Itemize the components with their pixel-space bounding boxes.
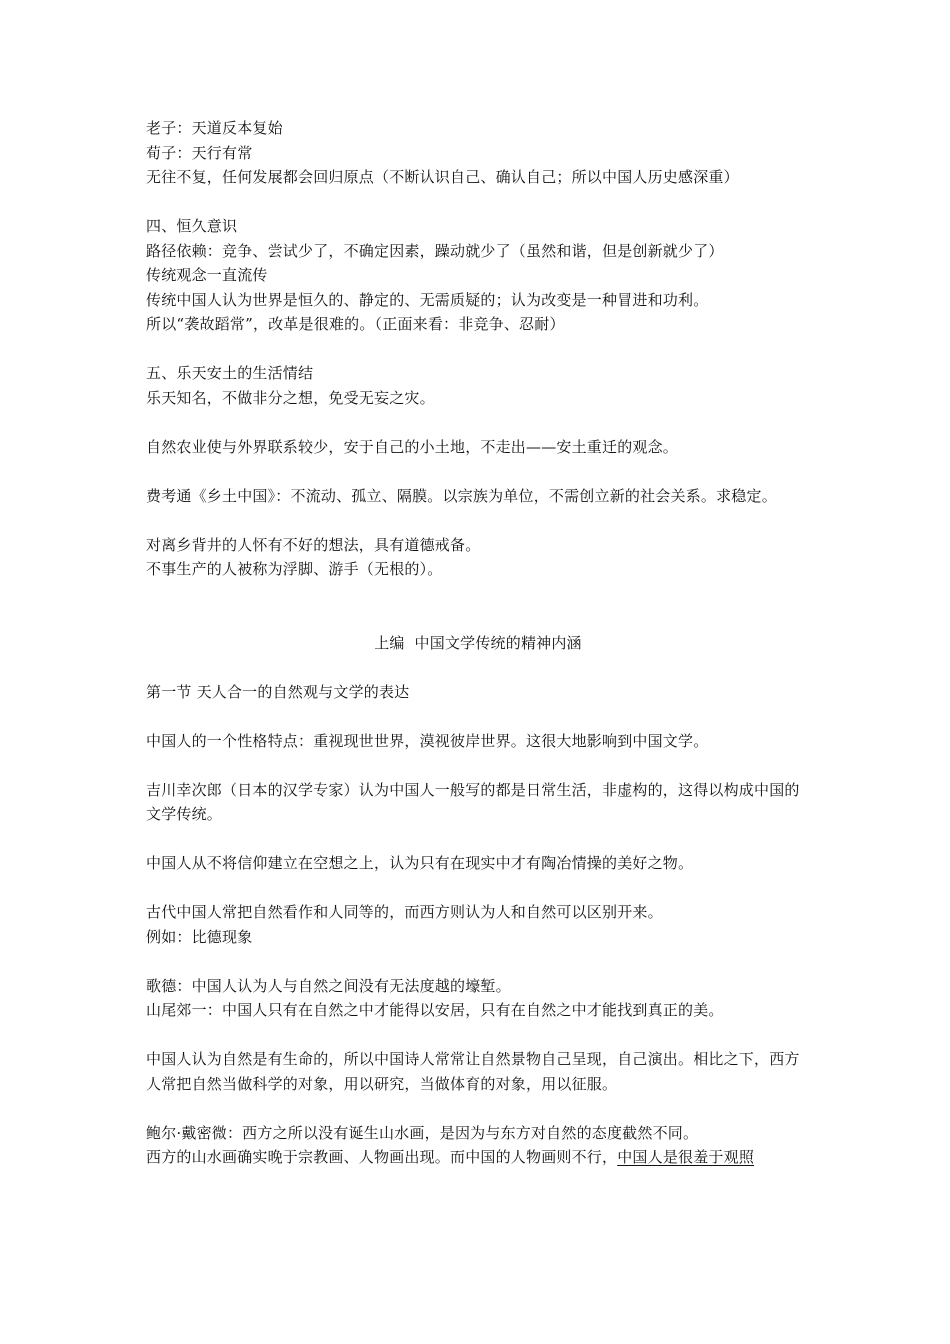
text-line: 歌德：中国人认为人与自然之间没有无法度越的壕堑。 xyxy=(146,976,511,995)
text-paragraph: 中国人认为自然是有生命的，所以中国诗人常常让自然景物自己呈现，自己演出。相比之下，西方人常把自然当做科学的对象，用以研究，当做体育的对象，用以征服。 xyxy=(146,1050,800,1093)
part-title: 上编 中国文学传统的精神内涵 xyxy=(374,633,582,652)
chapter-title: 第一节 天人合一的自然观与文学的表达 xyxy=(146,682,410,701)
text-line: 鲍尔·戴密微：西方之所以没有诞生山水画，是因为与东方对自然的态度截然不同。 xyxy=(146,1123,699,1142)
text-segment: 西方的山水画确实晚于宗教画、人物画出现。而中国的人物画则不行， xyxy=(146,1148,618,1166)
text-line: 不事生产的人被称为浮脚、游手（无根的）。 xyxy=(146,560,443,578)
text-paragraph: 费考通《乡土中国》：不流动、孤立、隔膜。以宗族为单位，不需创立新的社会关系。求稳定。 xyxy=(146,486,777,505)
text-line: 路径依赖：竞争、尝试少了，不确定因素，躁动就少了（虽然和谐，但是创新就少了） xyxy=(146,241,724,260)
text-line: 乐天知名，不做非分之想，免受无妄之灾。 xyxy=(146,388,435,407)
text-line-with-underline xyxy=(146,1145,810,1170)
text-line: 古代中国人常把自然看作和人同等的，而西方则认为人和自然可以区别开来。 xyxy=(146,903,663,921)
blank-line xyxy=(146,1023,810,1048)
text-line: 传统观念一直流传 xyxy=(146,266,268,284)
section-heading: 四、恒久意识 xyxy=(146,217,238,235)
blank-line xyxy=(146,655,810,680)
text-line: 中国人从不将信仰建立在空想之上，认为只有在现实中才有陶冶情操的美好之物。 xyxy=(146,854,694,872)
blank-line xyxy=(146,606,810,631)
blank-line xyxy=(146,190,810,215)
blank-line xyxy=(146,337,810,362)
blank-line xyxy=(146,949,810,974)
section-heading: 五、乐天安土的生活情结 xyxy=(146,364,314,382)
blank-line xyxy=(146,704,810,729)
text-line: 对离乡背井的人怀有不好的想法，具有道德戒备。 xyxy=(146,535,481,554)
blank-line xyxy=(146,827,810,852)
blank-line xyxy=(146,753,810,778)
text-line: 荀子：天行有常 xyxy=(146,143,253,162)
blank-line xyxy=(146,1096,810,1121)
text-line: 传统中国人认为世界是恒久的、静定的、无需质疑的；认为改变是一种冒进和功利。 xyxy=(146,290,709,309)
text-line: 无往不复，任何发展都会回归原点（不断认识自己、确认自己；所以中国人历史感深重） xyxy=(146,168,739,186)
blank-line xyxy=(146,876,810,901)
text-line: 老子：天道反本复始 xyxy=(146,119,283,137)
underlined-text: 中国人是很羞于观照 xyxy=(617,1148,755,1166)
text-line: 山尾郊一：中国人只有在自然之中才能得以安居，只有在自然之中才能找到真正的美。 xyxy=(146,1001,724,1019)
text-line: 例如：比德现象 xyxy=(146,927,253,946)
blank-line xyxy=(146,508,810,533)
text-line: 自然农业使与外界联系较少，安于自己的小土地，不走出——安土重迁的观念。 xyxy=(146,437,679,456)
text-line: 所以“袭故蹈常”，改革是很难的。（正面来看：非竞争、忍耐） xyxy=(146,315,565,333)
document-body xyxy=(146,116,810,1170)
text-line: 中国人的一个性格特点：重视现世世界，漠视彼岸世界。这很大地影响到中国文学。 xyxy=(146,731,709,750)
blank-line xyxy=(146,582,810,607)
blank-line xyxy=(146,459,810,484)
blank-line xyxy=(146,410,810,435)
text-paragraph: 吉川幸次郎（日本的汉学专家）认为中国人一般写的都是日常生活，非虚构的，这得以构成中国的文学传统。 xyxy=(146,780,800,823)
